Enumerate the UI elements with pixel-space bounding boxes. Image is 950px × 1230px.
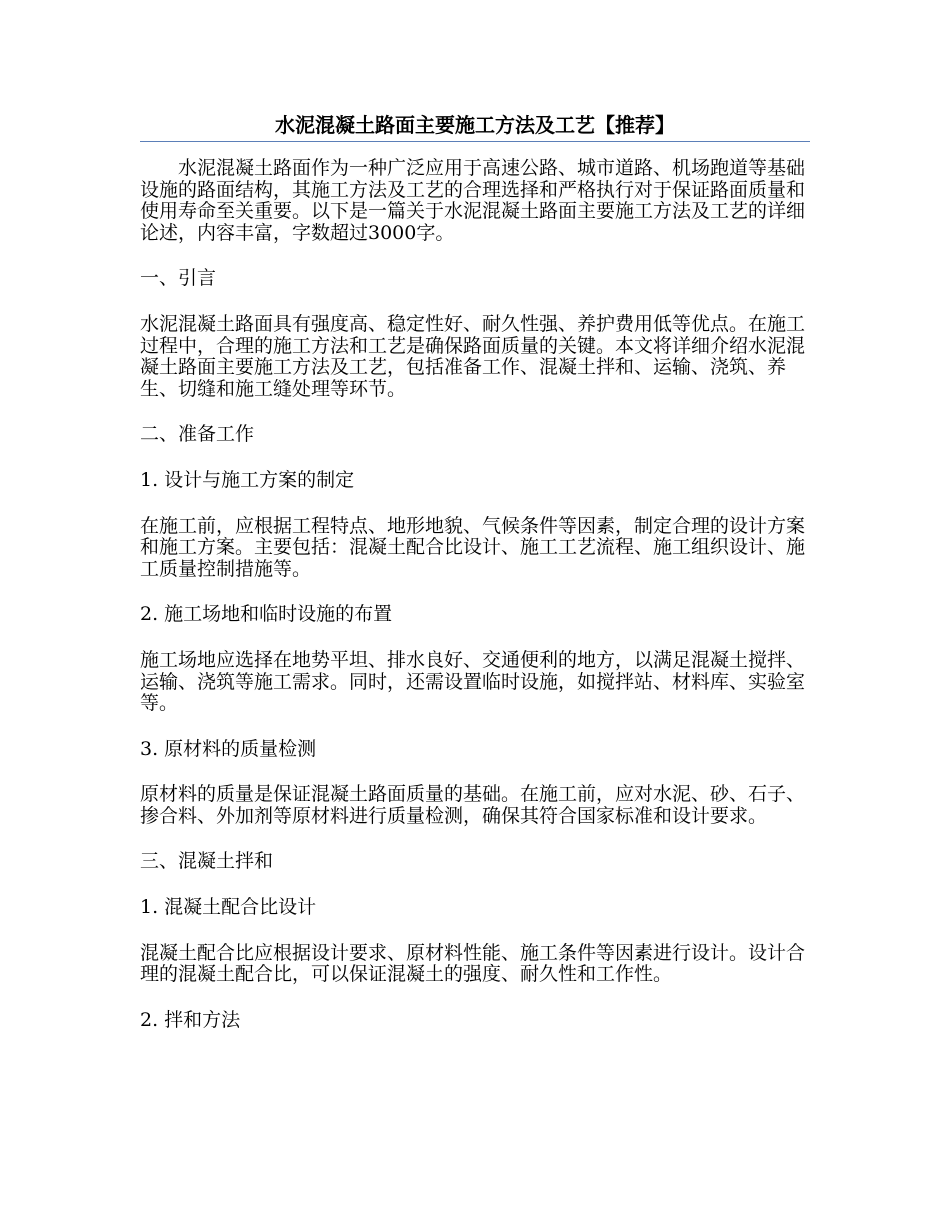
paragraph-material-testing: 原材料的质量是保证混凝土路面质量的基础。在施工前，应对水泥、砂、石子、掺合料、外加剂等原材料进行质量检测，确保其符合国家标准和设计要求。 [140, 783, 806, 827]
section-heading-introduction: 一、引言 [140, 267, 217, 290]
section-heading-preparation: 二、准备工作 [140, 423, 255, 446]
subheading-design-plan: 1. 设计与施工方案的制定 [140, 468, 355, 491]
title-underline [140, 141, 810, 142]
paragraph-design-plan: 在施工前，应根据工程特点、地形地貌、气候条件等因素，制定合理的设计方案和施工方案。主要包括：混凝土配合比设计、施工工艺流程、施工组织设计、施工质量控制措施等。 [140, 514, 806, 580]
subheading-site-layout: 2. 施工场地和临时设施的布置 [140, 603, 393, 626]
document-body [140, 158, 810, 1055]
section-heading-mixing: 三、混凝土拌和 [140, 850, 274, 873]
document-title: 水泥混凝土路面主要施工方法及工艺【推荐】 [275, 113, 675, 137]
subheading-material-testing: 3. 原材料的质量检测 [140, 737, 317, 760]
subheading-mixing-method: 2. 拌和方法 [140, 1008, 241, 1031]
subheading-mix-design: 1. 混凝土配合比设计 [140, 896, 317, 919]
intro-paragraph: 水泥混凝土路面作为一种广泛应用于高速公路、城市道路、机场跑道等基础设施的路面结构，其施工方法及工艺的合理选择和严格执行对于保证路面质量和使用寿命至关重要。以下是一篇关于水泥混凝土路面主要施工方法及工艺的详细论述，内容丰富，字数超过3000字。 [140, 157, 806, 244]
paragraph-site-layout: 施工场地应选择在地势平坦、排水良好、交通便利的地方，以满足混凝土搅拌、运输、浇筑等施工需求。同时，还需设置临时设施，如搅拌站、材料库、实验室等。 [140, 648, 806, 715]
paragraph-mix-design: 混凝土配合比应根据设计要求、原材料性能、施工条件等因素进行设计。设计合理的混凝土配合比，可以保证混凝土的强度、耐久性和工作性。 [140, 941, 806, 986]
paragraph-introduction: 水泥混凝土路面具有强度高、稳定性好、耐久性强、养护费用低等优点。在施工过程中，合理的施工方法和工艺是确保路面质量的关键。本文将详细介绍水泥混凝土路面主要施工方法及工艺，包括准备工作、混凝土拌和、运输、浇筑、养生、切缝和施工缝处理等环节。 [140, 312, 806, 400]
